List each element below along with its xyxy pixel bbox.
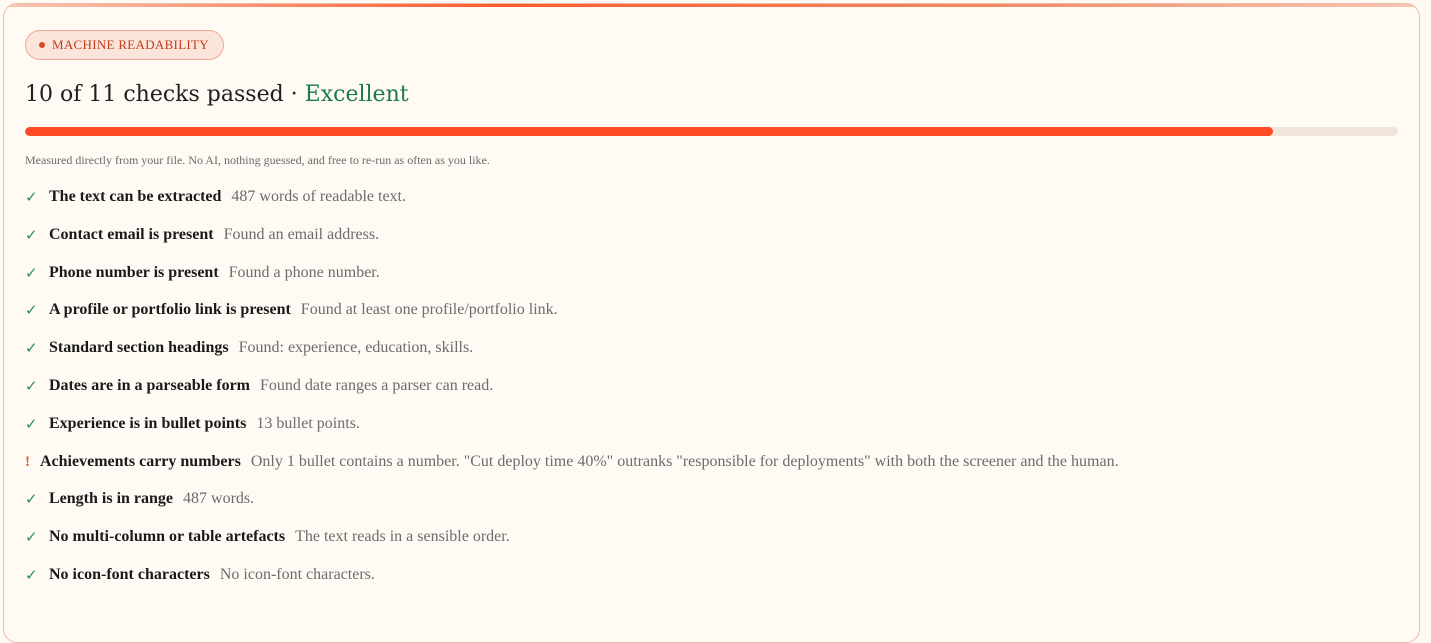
rating-label: Excellent: [304, 82, 409, 107]
top-accent-bar: [4, 4, 1419, 7]
check-title: The text can be extracted: [49, 188, 222, 205]
check-title: Phone number is present: [49, 263, 219, 281]
checkmark-icon: ✓: [25, 490, 38, 509]
check-row: [25, 488, 1119, 526]
check-title: Achievements carry numbers: [40, 452, 241, 470]
check-title: Standard section headings: [49, 339, 229, 357]
score-progress-bar: [25, 127, 1398, 136]
check-detail: Found an email address.: [223, 225, 380, 243]
check-detail: Found a phone number.: [228, 263, 380, 281]
checkmark-icon: ✓: [25, 565, 38, 584]
score-progress-fill: [25, 127, 1273, 136]
checks-summary: [25, 82, 409, 107]
warning-icon: !: [25, 453, 30, 470]
machine-readability-card: [3, 3, 1420, 643]
check-title: No icon-font characters: [49, 565, 210, 583]
check-row: [25, 564, 1119, 602]
checkmark-icon: ✓: [25, 528, 38, 547]
check-detail: 487 words.: [183, 490, 255, 508]
checkmark-icon: ✓: [25, 376, 38, 395]
check-detail: 487 words of readable text.: [231, 188, 406, 205]
checks-list: [25, 186, 1119, 602]
measurement-note: Measured directly from your file. No AI, nothing guessed, and free to re-run as often as you like.: [25, 153, 490, 167]
check-detail: The text reads in a sensible order.: [295, 528, 510, 546]
checkmark-icon: ✓: [25, 301, 38, 320]
check-row: [25, 413, 1119, 451]
check-row: [25, 186, 1119, 224]
check-title: Experience is in bullet points: [49, 414, 247, 432]
checkmark-icon: ✓: [25, 339, 38, 358]
check-row: [25, 224, 1119, 262]
check-title: Contact email is present: [49, 225, 214, 243]
check-detail: 13 bullet points.: [256, 414, 360, 432]
check-row: [25, 299, 1119, 337]
checkmark-icon: ✓: [25, 414, 38, 433]
checks-passed-text: 10 of 11 checks passed ·: [25, 82, 305, 107]
check-title: No multi-column or table artefacts: [49, 528, 286, 546]
check-title: Length is in range: [49, 490, 174, 508]
checkmark-icon: ✓: [25, 263, 38, 282]
badge-label: MACHINE READABILITY: [52, 37, 209, 52]
checkmark-icon: ✓: [25, 188, 38, 206]
check-detail: Found: experience, education, skills.: [238, 339, 474, 357]
check-row: [25, 526, 1119, 564]
check-row: [25, 375, 1119, 413]
checkmark-icon: ✓: [25, 225, 38, 244]
check-detail: Only 1 bullet contains a number. "Cut deploy time 40%" outranks "responsible for deployments" with both the screener and the human.: [250, 452, 1119, 470]
check-row: [25, 337, 1119, 375]
check-detail: Found at least one profile/portfolio link.: [300, 301, 558, 319]
check-row: [25, 262, 1119, 300]
section-badge: [25, 30, 224, 60]
check-detail: Found date ranges a parser can read.: [260, 376, 494, 394]
check-title: Dates are in a parseable form: [49, 376, 250, 394]
check-row: [25, 451, 1119, 489]
status-dot-icon: [39, 42, 45, 48]
check-title: A profile or portfolio link is present: [49, 301, 291, 319]
check-detail: No icon-font characters.: [219, 565, 375, 583]
